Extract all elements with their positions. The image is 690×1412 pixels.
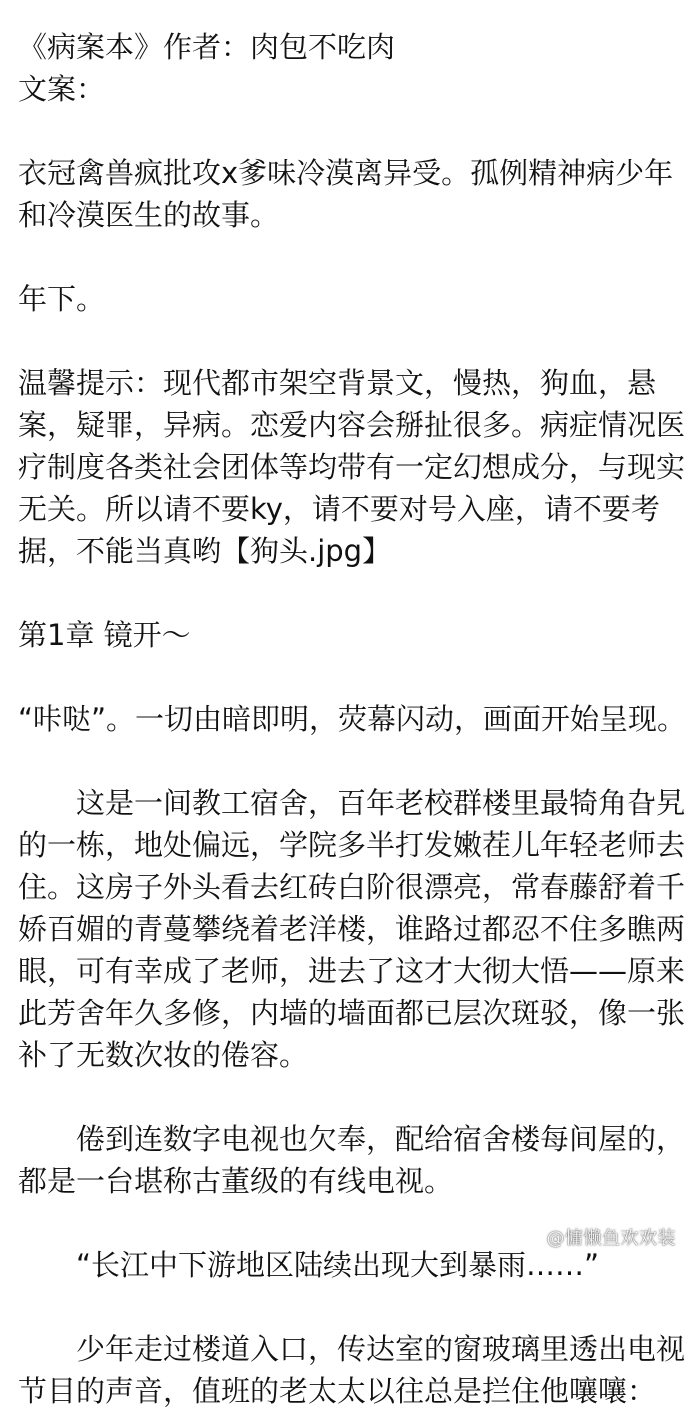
copy-label: 文案： xyxy=(18,72,106,106)
spacer xyxy=(18,320,678,362)
spacer xyxy=(18,656,678,698)
paragraph-line: 都是一台堪称古董级的有线电视。 xyxy=(18,1164,454,1198)
paragraph-line: 补了无数次妆的倦容。 xyxy=(18,1038,309,1072)
notice-line: 疗制度各类社会团体等均带有一定幻想成分，与现实 xyxy=(18,450,686,484)
notice-line: 无关。所以请不要ky，请不要对号入座，请不要考 xyxy=(18,492,660,526)
paragraph-line: 的一栋，地处偏远，学院多半打发嫩茬儿年轻老师去 xyxy=(18,828,686,862)
paragraph-line: 此芳舍年久多修，内墙的墙面都已层次斑驳，像一张 xyxy=(18,996,686,1030)
spacer xyxy=(18,572,678,614)
chapter-title: 第1章 镜开～ xyxy=(18,618,191,652)
paragraph-line: 眼，可有幸成了老师，进去了这才大彻大悟——原来 xyxy=(18,954,686,988)
paragraph-line: 娇百媚的青蔓攀绕着老洋楼，谁路过都忍不住多瞧两 xyxy=(18,912,686,946)
notice-line: 温馨提示：现代都市架空背景文，慢热，狗血，悬 xyxy=(18,366,657,400)
paragraph-line: 少年走过楼道入口，传达室的窗玻璃里透出电视 xyxy=(76,1332,686,1366)
tag-line: 年下。 xyxy=(18,282,106,316)
paragraph-line: 这是一间教工宿舍，百年老校群楼里最犄角旮旯 xyxy=(76,786,686,820)
spacer xyxy=(18,236,678,278)
paragraph-line: 住。这房子外头看去红砖白阶很漂亮，常春藤舒着千 xyxy=(18,870,686,904)
paragraph-line: 倦到连数字电视也欠奉，配给宿舍楼每间屋的， xyxy=(76,1122,686,1156)
notice-line: 案，疑罪，异病。恋爱内容会掰扯很多。病症情况医 xyxy=(18,408,686,442)
paragraph-line: 节目的声音，值班的老太太以往总是拦住他嚷嚷： xyxy=(18,1374,657,1408)
document-page xyxy=(18,26,687,1412)
notice-line: 据，不能当真哟【狗头.jpg】 xyxy=(18,534,392,568)
synopsis-line: 衣冠禽兽疯批攻x爹味冷漠离异受。孤例精神病少年 xyxy=(18,156,674,190)
watermark: @慵懒鱼欢欢装 xyxy=(546,1228,676,1249)
spacer xyxy=(18,1286,678,1328)
synopsis-line: 和冷漠医生的故事。 xyxy=(18,198,280,232)
spacer xyxy=(18,1076,678,1118)
title-line: 《病案本》作者：肉包不吃肉 xyxy=(18,30,396,64)
paragraph-line: “咔哒”。一切由暗即明，荧幕闪动，画面开始呈现。 xyxy=(18,702,687,736)
spacer xyxy=(18,740,678,782)
spacer xyxy=(18,110,678,152)
paragraph-line: “长江中下游地区陆续出现大到暴雨……” xyxy=(76,1248,600,1282)
